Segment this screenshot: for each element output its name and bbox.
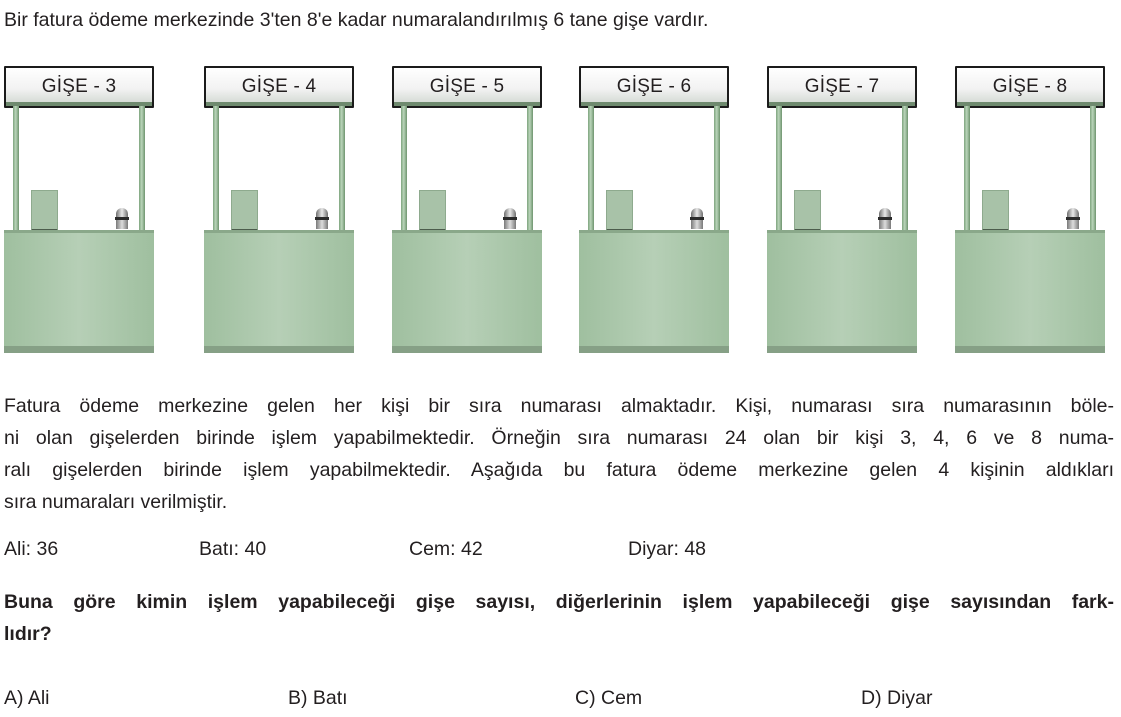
booth-post-left (588, 106, 594, 232)
person-bati: Batı: 40 (199, 538, 267, 560)
question-line: Buna göre kimin işlem yapabileceği gişe sayısı, diğerlerinin işlem yapabileceği gişe sayısından fark- (4, 591, 1114, 613)
bell-icon (1066, 208, 1080, 230)
option-c[interactable]: C) Cem (575, 687, 643, 709)
bell-icon (115, 208, 129, 230)
booth-window (794, 190, 821, 231)
booth-post-left (776, 106, 782, 232)
paragraph-line: Fatura ödeme merkezine gelen her kişi bir sıra numarası almaktadır. Kişi, numarası sıra numarasının böle- (4, 395, 1114, 417)
booth-counter (767, 230, 917, 353)
booth-window (606, 190, 633, 231)
person-ali: Ali: 36 (4, 538, 59, 560)
booth-post-left (401, 106, 407, 232)
booth-window (419, 190, 446, 231)
booth-8 (955, 66, 1105, 362)
booth-counter (579, 230, 729, 353)
booth-post-right (339, 106, 345, 232)
booth-sign: GİŞE - 8 (955, 66, 1105, 108)
booth-sign: GİŞE - 5 (392, 66, 542, 108)
option-a[interactable]: A) Ali (4, 687, 50, 709)
booth-sign: GİŞE - 7 (767, 66, 917, 108)
booth-window (31, 190, 58, 231)
bell-icon (503, 208, 517, 230)
booth-counter (955, 230, 1105, 353)
booth-post-right (714, 106, 720, 232)
booth-4 (204, 66, 354, 362)
person-cem: Cem: 42 (409, 538, 483, 560)
bell-icon (315, 208, 329, 230)
option-d[interactable]: D) Diyar (861, 687, 933, 709)
booth-sign: GİŞE - 6 (579, 66, 729, 108)
booth-post-left (213, 106, 219, 232)
intro-text: Bir fatura ödeme merkezinde 3'ten 8'e kadar numaralandırılmış 6 tane gişe vardır. (4, 9, 709, 31)
booth-6 (579, 66, 729, 362)
booth-counter (204, 230, 354, 353)
booth-window (982, 190, 1009, 231)
problem-paragraph (4, 390, 1114, 518)
paragraph-line: ni olan gişelerden birinde işlem yapabilmektedir. Örneğin sıra numarası 24 olan bir kişi 3, 4, 6 ve 8 numa- (4, 427, 1114, 449)
booth-sign: GİŞE - 3 (4, 66, 154, 108)
booth-7 (767, 66, 917, 362)
paragraph-line: ralı gişelerden birinde işlem yapabilmektedir. Aşağıda bu fatura ödeme merkezine gelen 4 kişinin aldıkları (4, 459, 1114, 481)
booth-5 (392, 66, 542, 362)
booth-window (231, 190, 258, 231)
question-text (4, 586, 1114, 650)
booth-sign: GİŞE - 4 (204, 66, 354, 108)
booth-post-right (139, 106, 145, 232)
booth-post-left (13, 106, 19, 232)
bell-icon (690, 208, 704, 230)
booth-counter (392, 230, 542, 353)
booth-3 (4, 66, 154, 362)
question-line: lıdır? (4, 623, 52, 645)
booth-post-right (1090, 106, 1096, 232)
booth-post-right (902, 106, 908, 232)
booth-counter (4, 230, 154, 353)
person-diyar: Diyar: 48 (628, 538, 707, 560)
paragraph-line: sıra numaraları verilmiştir. (4, 491, 228, 513)
option-b[interactable]: B) Batı (288, 687, 348, 709)
booth-post-right (527, 106, 533, 232)
booth-post-left (964, 106, 970, 232)
bell-icon (878, 208, 892, 230)
